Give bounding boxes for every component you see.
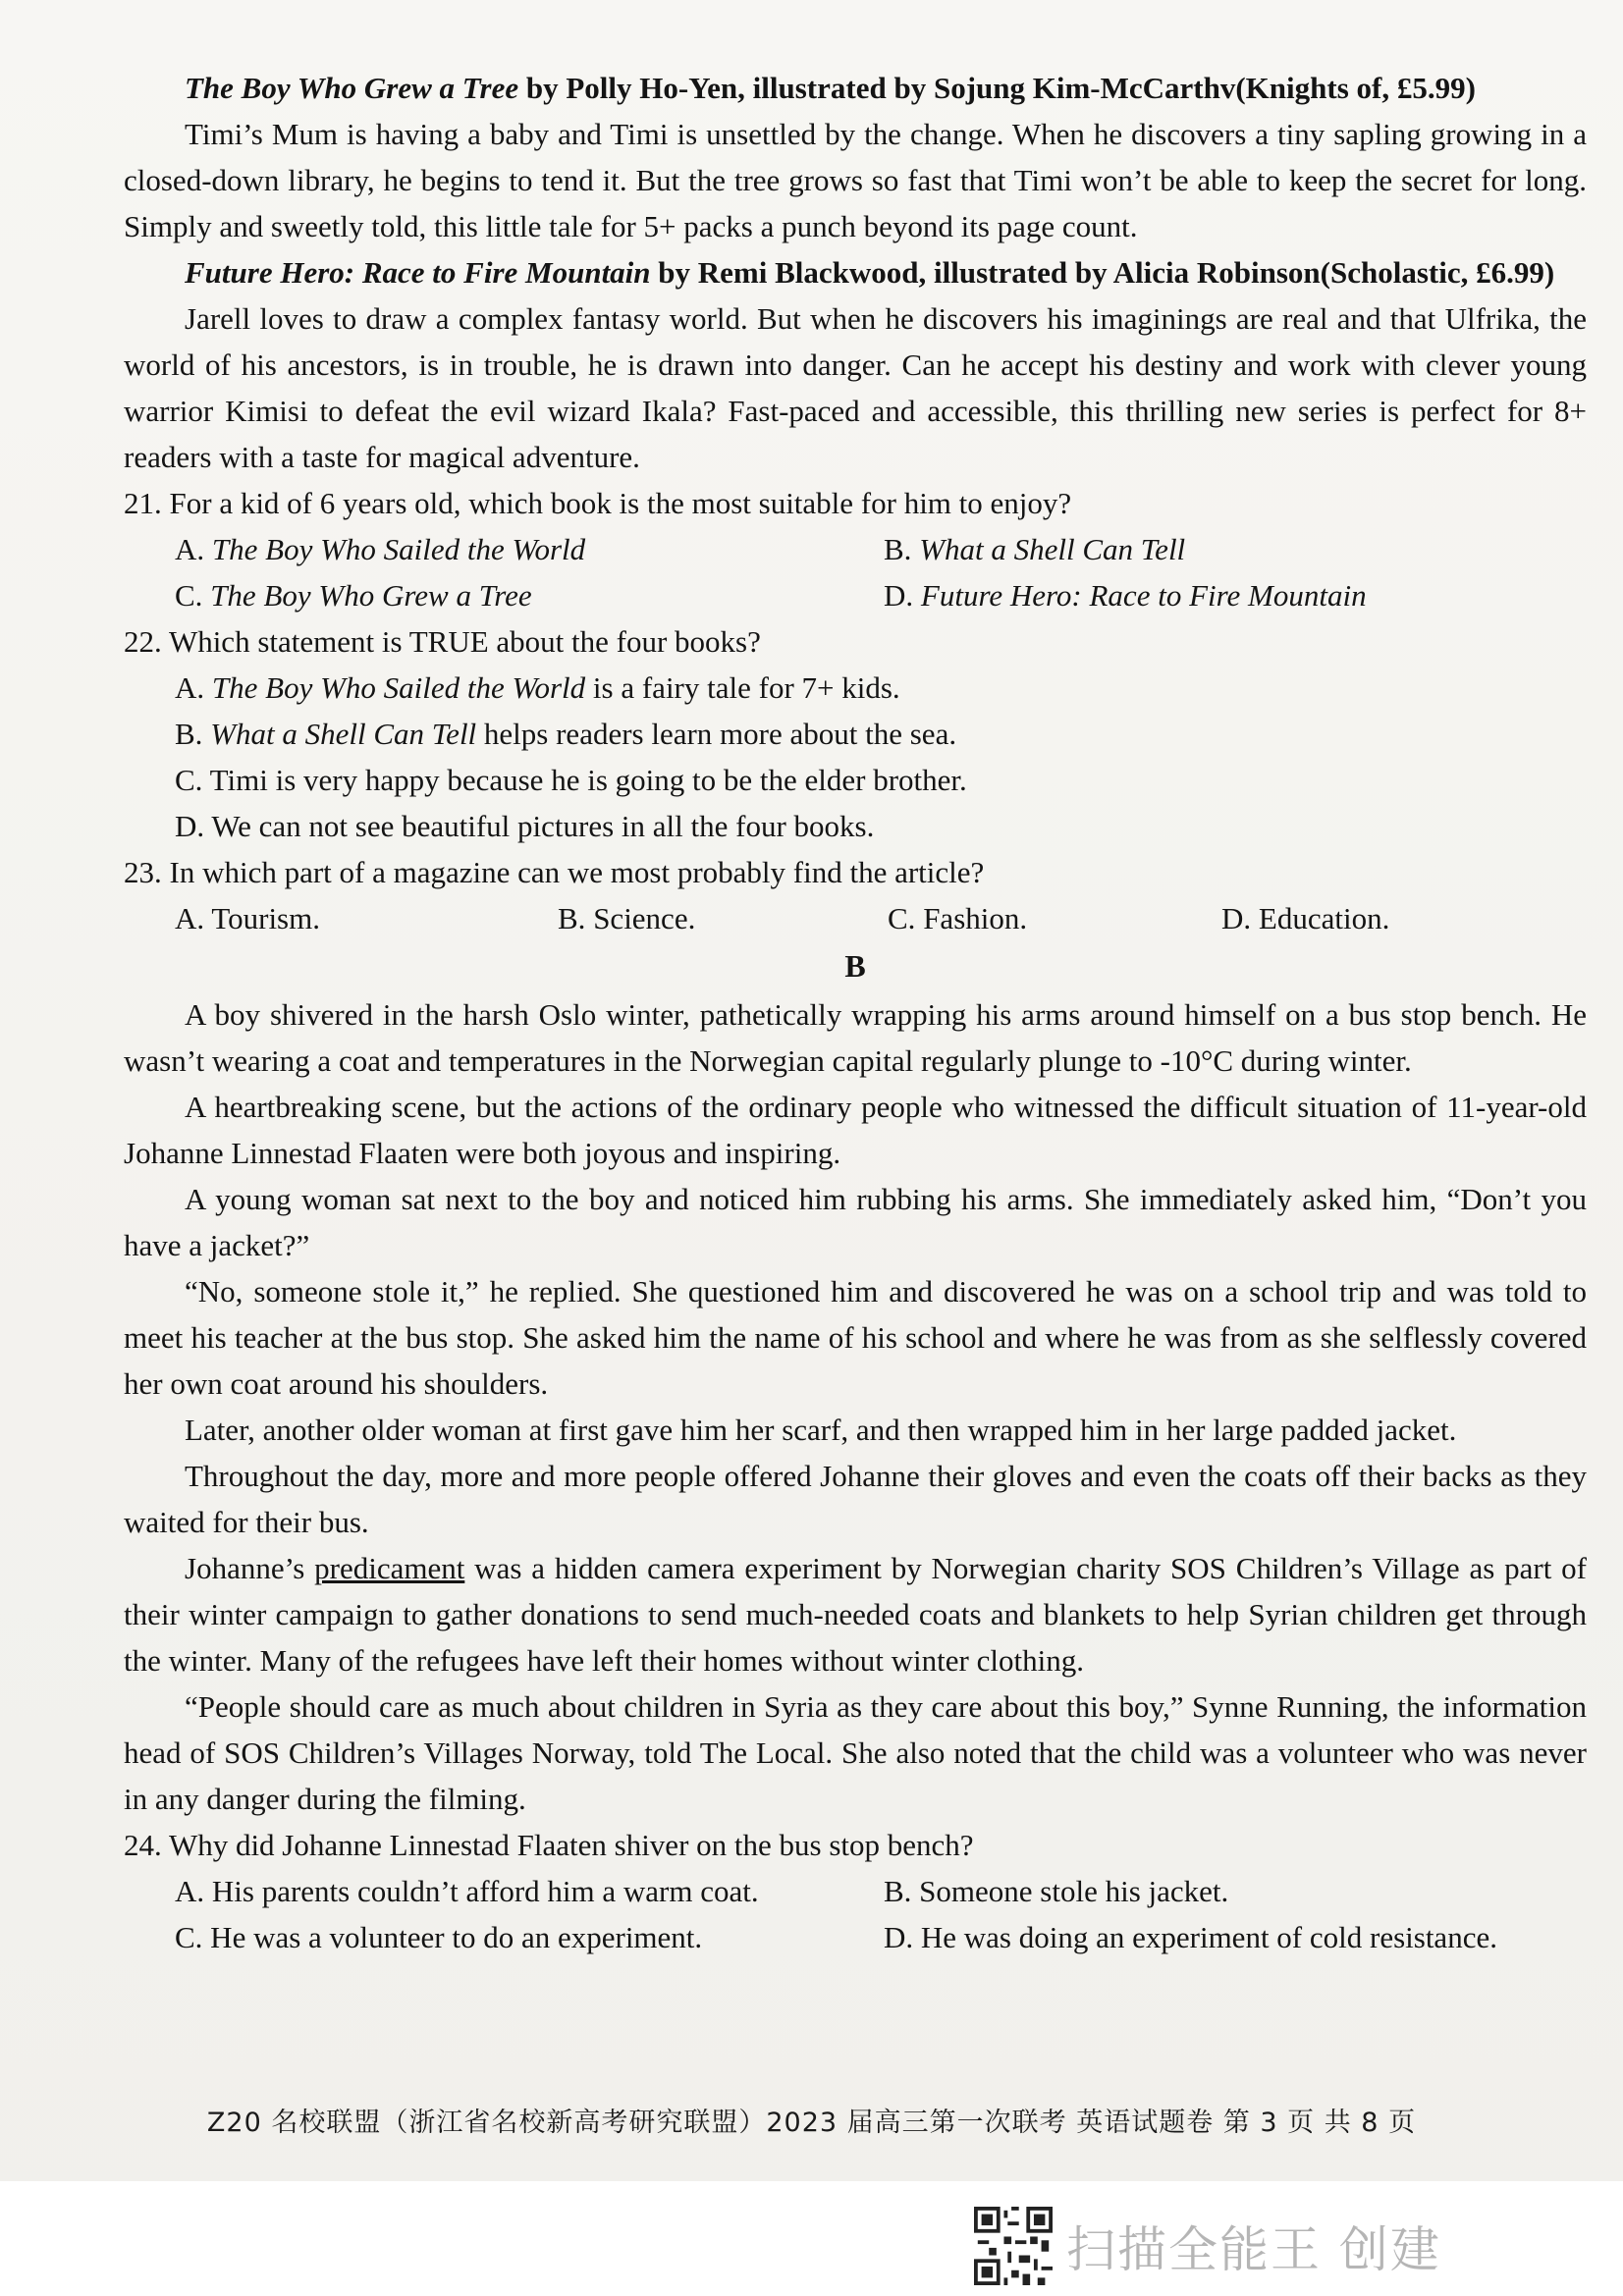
answer-option[interactable]: B. Science. <box>558 901 696 935</box>
question-stem: 22. Which statement is TRUE about the four books? <box>124 624 761 659</box>
watermark-text: 扫描全能王 创建 <box>1066 2221 1441 2278</box>
question-stem: 23. In which part of a magazine can we most probably find the article? <box>124 855 985 889</box>
qr-code-icon <box>974 2207 1053 2285</box>
book-credit: by Polly Ho-Yen, illustrated by Sojung Kim-McCarthv(Knights of, £5.99) <box>525 71 1476 105</box>
page-content <box>124 65 1587 1960</box>
answer-option[interactable]: B. Someone stole his jacket. <box>884 1874 1229 1908</box>
answer-option[interactable]: B. What a Shell Can Tell helps readers learn more about the sea. <box>175 717 957 751</box>
passage-paragraph: “People should care as much about children in Syria as they care about this boy,” Synne Running, the information head of SOS Children’s Villages Norway, told The Local. She also noted that the child was a volunteer who was never in any danger during the filming. <box>124 1689 1587 1816</box>
answer-options <box>124 526 1587 618</box>
answer-option[interactable]: B. What a Shell Can Tell <box>884 532 1186 566</box>
book-title: The Boy Who Grew a Tree <box>185 71 519 105</box>
book-heading <box>124 65 1587 111</box>
answer-option[interactable]: D. He was doing an experiment of cold resistance. <box>884 1920 1497 1954</box>
page-footer: Z20 名校联盟（浙江省名校新高考研究联盟）2023 届高三第一次联考 英语试题卷 第 3 页 共 8 页 <box>206 2108 1417 2138</box>
answer-options <box>124 1868 1587 1960</box>
answer-option[interactable]: C. He was a volunteer to do an experiment. <box>175 1920 703 1954</box>
question-stem: 21. For a kid of 6 years old, which book is the most suitable for him to enjoy? <box>124 486 1072 520</box>
question-stem: 24. Why did Johanne Linnestad Flaaten shiver on the bus stop bench? <box>124 1828 974 1862</box>
section-heading: B <box>844 948 866 984</box>
answer-option[interactable]: D. We can not see beautiful pictures in all the four books. <box>175 809 875 843</box>
passage-paragraph: A boy shivered in the harsh Oslo winter, pathetically wrapping his arms around himself on a bus stop bench. He wasn’t wearing a coat and temperatures in the Norwegian capital regularly plunge to -10°C during winter. <box>124 997 1587 1078</box>
passage-paragraph: A young woman sat next to the boy and noticed him rubbing his arms. She immediately asked him, “Don’t you have a jacket?” <box>124 1182 1587 1262</box>
answer-option[interactable]: C. Fashion. <box>888 901 1028 935</box>
answer-option[interactable]: C. The Boy Who Grew a Tree <box>175 578 532 613</box>
answer-option[interactable]: A. The Boy Who Sailed the World is a fairy tale for 7+ kids. <box>175 670 900 705</box>
book-summary: Jarell loves to draw a complex fantasy world. But when he discovers his imaginings are real and that Ulfrika, the world of his ancestors, is in trouble, he is drawn into danger. Can he accept his destiny and work with clever young warrior Kimisi to defeat the evil wizard Ikala? Fast-paced and accessible, this thrilling new series is perfect for 8+ readers with a taste for magical adventure. <box>124 301 1587 474</box>
answer-option[interactable]: D. Education. <box>1221 901 1390 935</box>
answer-option[interactable]: A. His parents couldn’t afford him a warm coat. <box>175 1874 759 1908</box>
answer-option[interactable]: A. The Boy Who Sailed the World <box>175 532 586 566</box>
answer-option[interactable]: D. Future Hero: Race to Fire Mountain <box>884 578 1367 613</box>
underlined-word: predicament <box>314 1551 465 1585</box>
answer-option[interactable]: A. Tourism. <box>175 901 320 935</box>
book-credit: by Remi Blackwood, illustrated by Alicia Robinson(Scholastic, £6.99) <box>658 255 1555 290</box>
book-title: Future Hero: Race to Fire Mountain <box>185 255 651 290</box>
book-heading <box>124 249 1587 295</box>
passage-paragraph: Throughout the day, more and more people offered Johanne their gloves and even the coats off their backs as they waited for their bus. <box>124 1459 1587 1539</box>
answer-option[interactable]: C. Timi is very happy because he is going to be the elder brother. <box>175 763 967 797</box>
passage-paragraph: Johanne’s predicament was a hidden camera experiment by Norwegian charity SOS Children’s Village as part of their winter campaign to gather donations to send much-needed coats and blankets to help Syrian children get through the winter. Many of the refugees have left their homes without winter clothing. <box>124 1551 1588 1678</box>
answer-options <box>124 895 1587 941</box>
passage-paragraph: “No, someone stole it,” he replied. She questioned him and discovered he was on a school trip and was told to meet his teacher at the bus stop. She asked him the name of his school and where he was from as she selflessly covered her own coat around his shoulders. <box>124 1274 1587 1401</box>
passage-paragraph: A heartbreaking scene, but the actions of the ordinary people who witnessed the difficult situation of 11-year-old Johanne Linnestad Flaaten were both joyous and inspiring. <box>124 1090 1587 1170</box>
scanner-watermark <box>974 2207 1441 2285</box>
passage-paragraph: Later, another older woman at first gave him her scarf, and then wrapped him in her large padded jacket. <box>185 1413 1457 1447</box>
book-summary: Timi’s Mum is having a baby and Timi is unsettled by the change. When he discovers a tiny sapling growing in a closed-down library, he begins to tend it. But the tree grows so fast that Timi won’t be able to keep the secret for long. Simply and sweetly told, this little tale for 5+ packs a punch beyond its page count. <box>124 117 1587 243</box>
